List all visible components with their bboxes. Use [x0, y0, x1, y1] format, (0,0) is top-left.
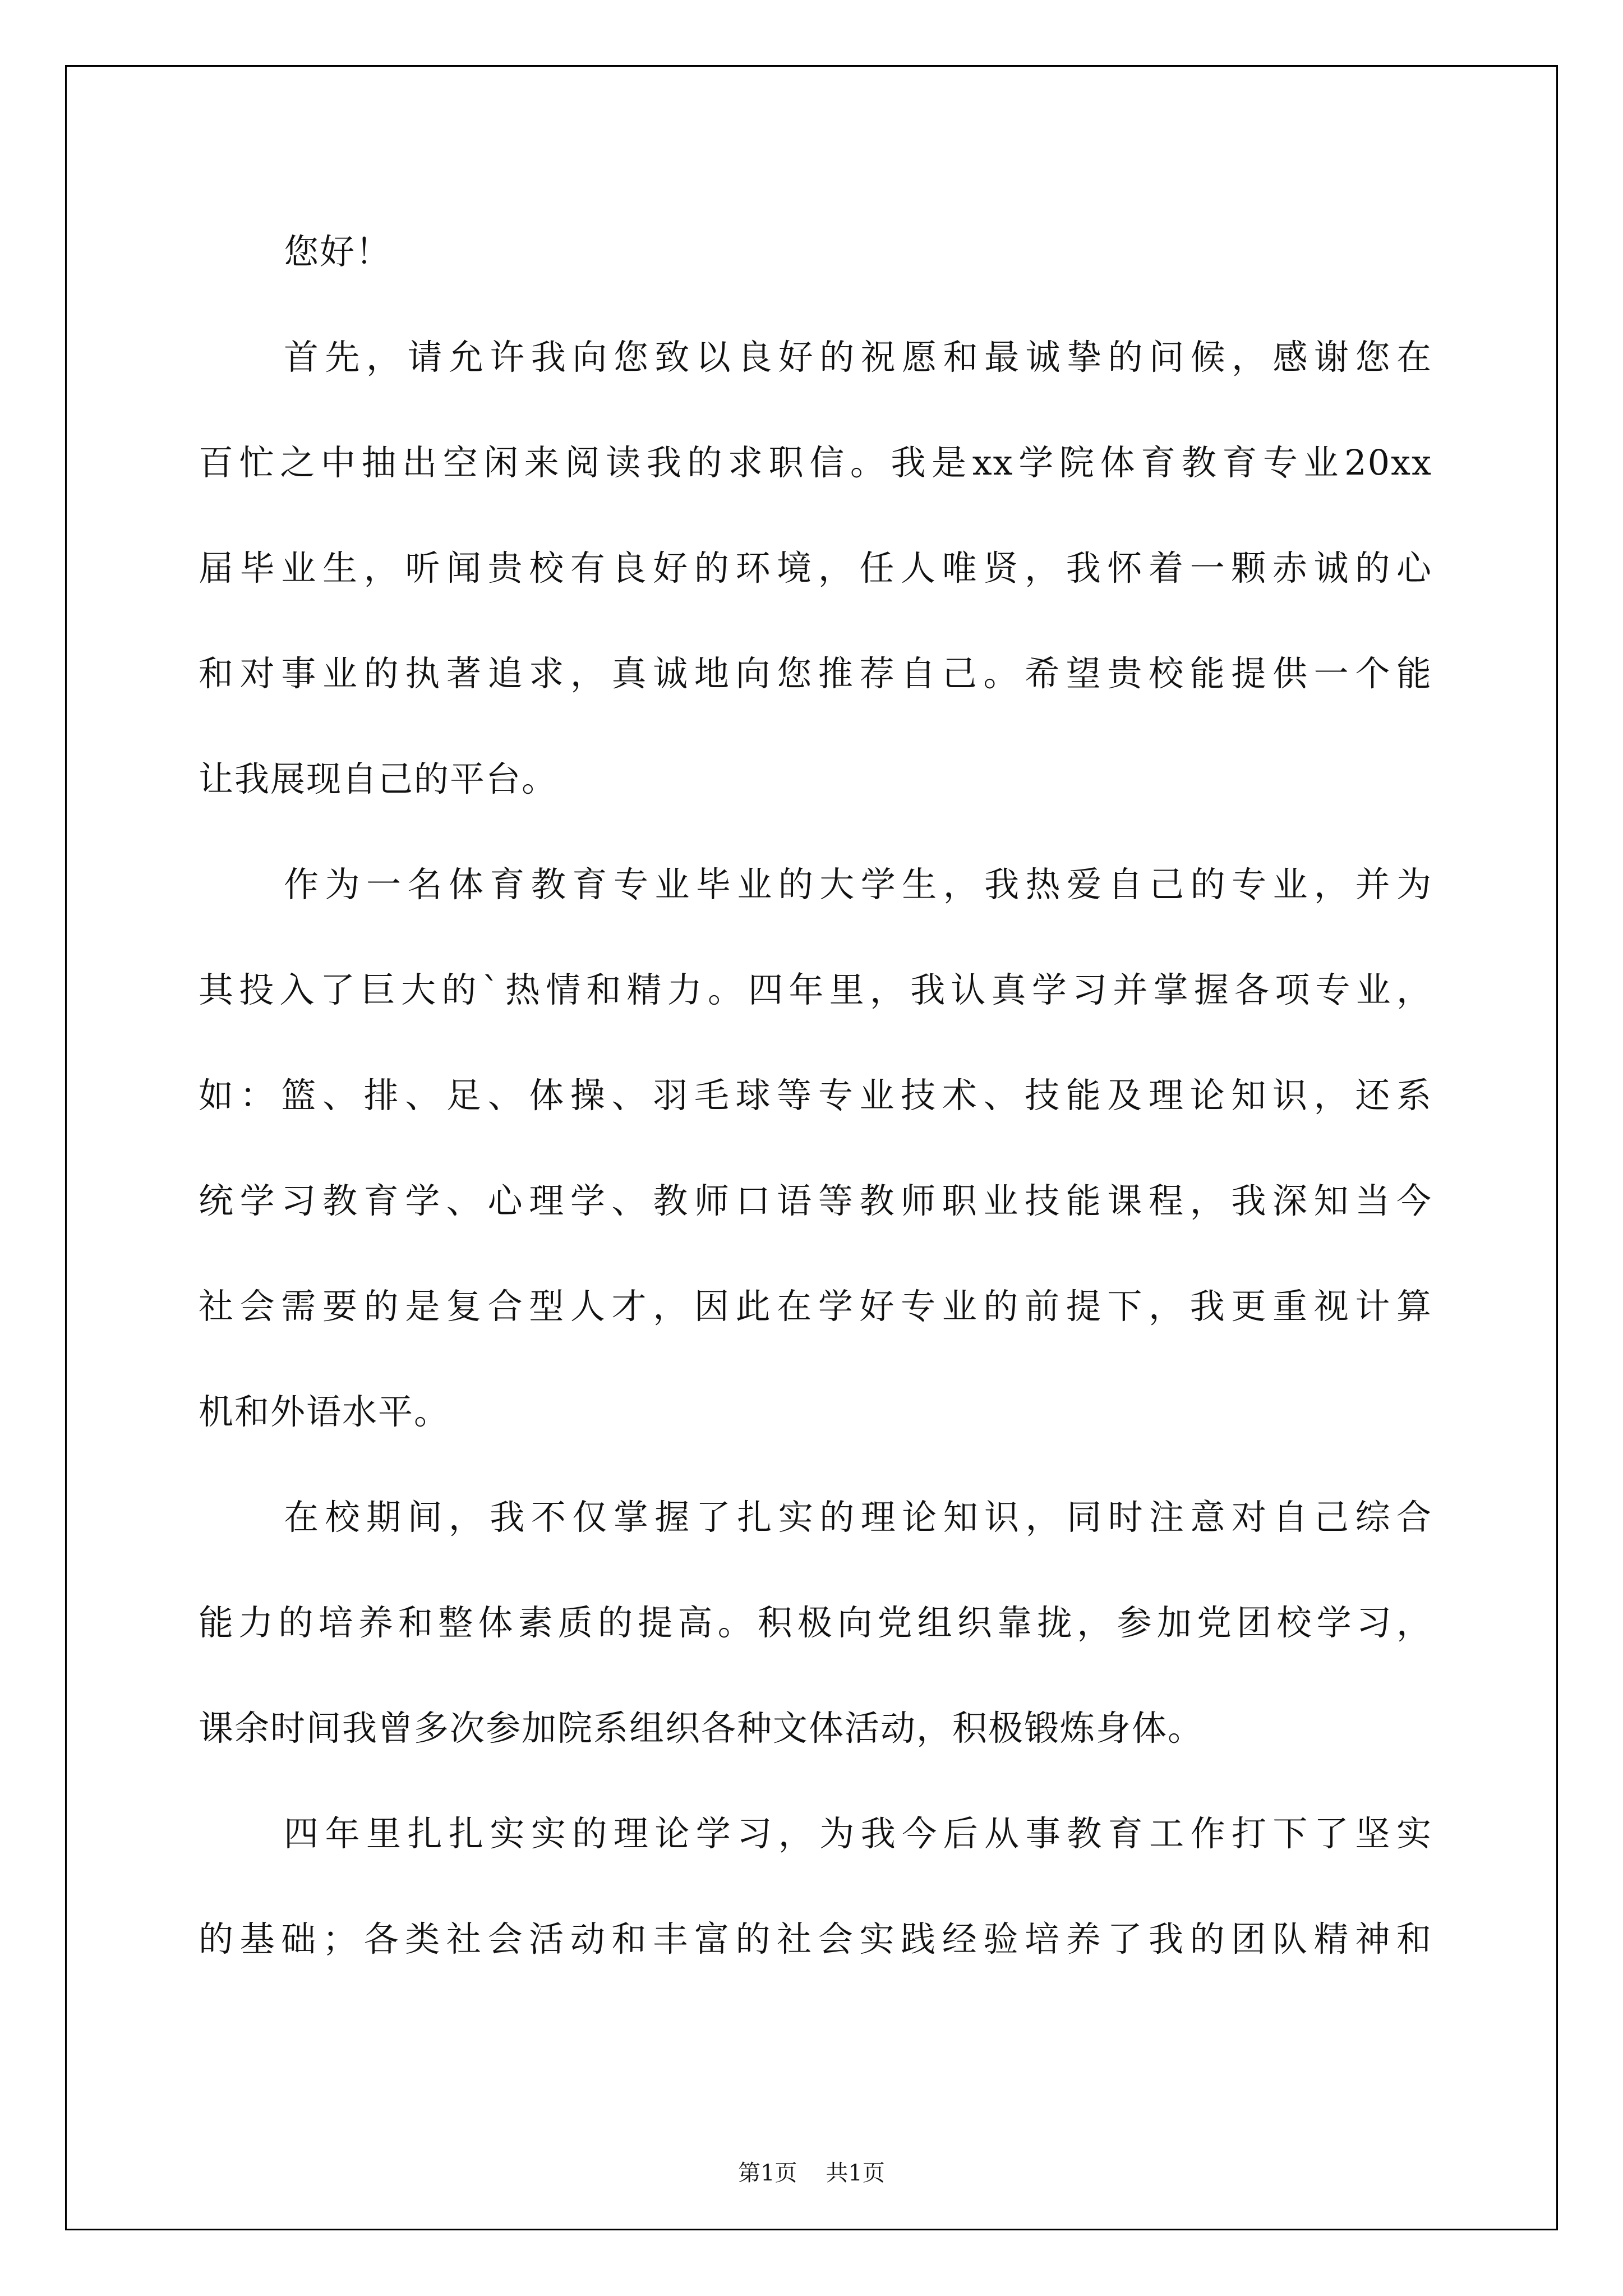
- greeting: 您好！: [284, 231, 392, 272]
- paragraph-line: 的基础；各类社会活动和丰富的社会实践经验培养了我的团队精神和: [199, 1918, 1432, 1959]
- paragraph: [199, 832, 1432, 1465]
- paragraph-line: 首先，请允许我向您致以良好的祝愿和最诚挚的问候，感谢您在: [284, 337, 1432, 378]
- paragraph-line: 如：篮、排、足、体操、羽毛球等专业技术、技能及理论知识，还系: [199, 1075, 1432, 1116]
- paragraph-line: 社会需要的是复合型人才，因此在学好专业的前提下，我更重视计算: [199, 1286, 1432, 1327]
- paragraph: [199, 1465, 1432, 1781]
- paragraph-line: 让我展现自己的平台。: [199, 758, 558, 799]
- page-footer: 第1页 共1页: [738, 2160, 885, 2186]
- letter-body: [199, 199, 1432, 1992]
- paragraph-line: 届毕业生，听闻贵校有良好的环境，任人唯贤，我怀着一颗赤诚的心: [199, 547, 1432, 588]
- paragraph-line: 其投入了巨大的`热情和精力。四年里，我认真学习并掌握各项专业，: [199, 969, 1432, 1010]
- paragraph: [199, 305, 1432, 832]
- paragraph-line: 作为一名体育教育专业毕业的大学生，我热爱自己的专业，并为: [284, 864, 1432, 905]
- paragraph-line: 百忙之中抽出空闲来阅读我的求职信。我是xx学院体育教育专业20xx: [199, 442, 1432, 483]
- paragraph-line: 在校期间，我不仅掌握了扎实的理论知识，同时注意对自己综合: [284, 1497, 1432, 1538]
- paragraph-line: 四年里扎扎实实的理论学习，为我今后从事教育工作打下了坚实: [284, 1813, 1432, 1854]
- paragraph-line: 机和外语水平。: [199, 1391, 450, 1432]
- paragraph-line: 和对事业的执著追求，真诚地向您推荐自己。希望贵校能提供一个能: [199, 653, 1432, 694]
- paragraph-line: 统学习教育学、心理学、教师口语等教师职业技能课程，我深知当今: [199, 1180, 1432, 1221]
- paragraph: [199, 1781, 1432, 1992]
- paragraph-line: 课余时间我曾多次参加院系组织各种文体活动，积极锻炼身体。: [199, 1708, 1204, 1749]
- paragraph-line: 能力的培养和整体素质的提高。积极向党组织靠拢，参加党团校学习，: [199, 1602, 1432, 1643]
